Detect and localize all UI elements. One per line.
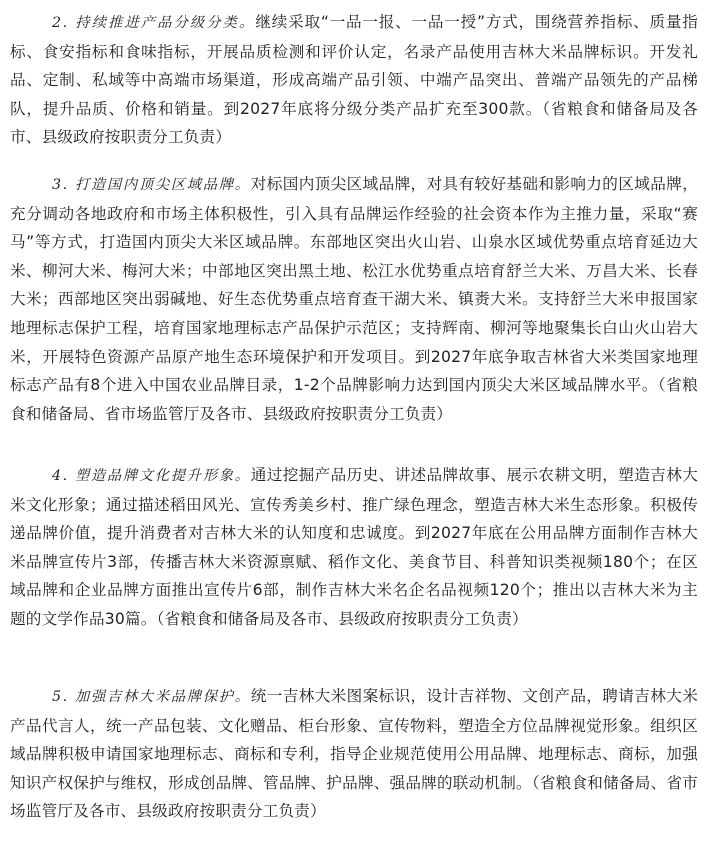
paragraph-heading: 5. 加强吉林大米品牌保护。 bbox=[52, 689, 251, 705]
paragraph-text: 统一吉林大米图案标识，设计吉祥物、文创产品，聘请吉林大米产品代言人，统一产品包装、文化赠品、柜台形象、宣传物料，塑造全方位品牌视觉形象。组织区域品牌积极申请国家地理标志、商标和专利，指导企业规范使用公用品牌、地理标志、商标，加强知识产权保护与维权，形成创品牌、管品牌、护品牌、强品牌的联动机制。（省粮食和储备局、省市场监管厅及各市、县级政府按职责分工负责） bbox=[10, 687, 698, 821]
paragraph-text: 继续采取“一品一报、一品一授”方式，围绕营养指标、质量指标、食安指标和食味指标，开展品质检测和评价认定，名录产品使用吉林大米品牌标识。开发礼品、定制、私域等中高端市场渠道，形成高端产品引领、中端产品突出、普端产品领先的产品梯队，提升品质、价格和销量。到2027年底将分级分类产品扩充至300款。（省粮食和储备局及各市、县级政府按职责分工负责） bbox=[10, 13, 698, 147]
paragraph-text: 对标国内顶尖区域品牌，对具有较好基础和影响力的区域品牌，充分调动各地政府和市场主体积极性，引入具有品牌运作经验的社会资本作为主推力量，采取“赛马”等方式，打造国内顶尖大米区域品牌。东部地区突出火山岩、山泉水区域优势重点培育延边大米、柳河大米、梅河大米；中部地区突出黑土地、松江水优势重点培育舒兰大米、万昌大米、长春大米；西部地区突出弱碱地、好生态优势重点培育查干湖大米、镇赉大米。支持舒兰大米申报国家地理标志保护工程，培育国家地理标志产品保护示范区；支持辉南、柳河等地聚集长白山火山岩大米，开展特色资源产品原产地生态环境保护和开发项目。到2027年底争取吉林省大米类国家地理标志产品有8个进入中国农业品牌目录，1-2个品牌影响力达到国内顶尖大米区域品牌水平。（省粮食和储备局、省市场监管厅及各市、县级政府按职责分工负责） bbox=[10, 175, 698, 423]
paragraph-heading: 3. 打造国内顶尖区域品牌。 bbox=[52, 177, 251, 193]
paragraph-heading: 4. 塑造品牌文化提升形象。 bbox=[52, 468, 251, 484]
paragraph-product-grading bbox=[10, 8, 698, 152]
paragraph-brand-protection bbox=[10, 682, 698, 826]
paragraph-regional-brand bbox=[10, 170, 698, 428]
paragraph-heading: 2. 持续推进产品分级分类。 bbox=[52, 15, 256, 31]
paragraph-text: 通过挖掘产品历史、讲述品牌故事、展示农耕文明，塑造吉林大米文化形象；通过描述稻田风光、宣传秀美乡村、推广绿色理念，塑造吉林大米生态形象。积极传递品牌价值，提升消费者对吉林大米的认知度和忠诚度。到2027年底在公用品牌方面制作吉林大米品牌宣传片3部，传播吉林大米资源禀赋、稻作文化、美食节目、科普知识类视频180个；在区域品牌和企业品牌方面推出宣传片6部，制作吉林大米名企名品视频120个；推出以吉林大米为主题的文学作品30篇。（省粮食和储备局及各市、县级政府按职责分工负责） bbox=[10, 466, 698, 628]
paragraph-brand-culture bbox=[10, 461, 698, 634]
